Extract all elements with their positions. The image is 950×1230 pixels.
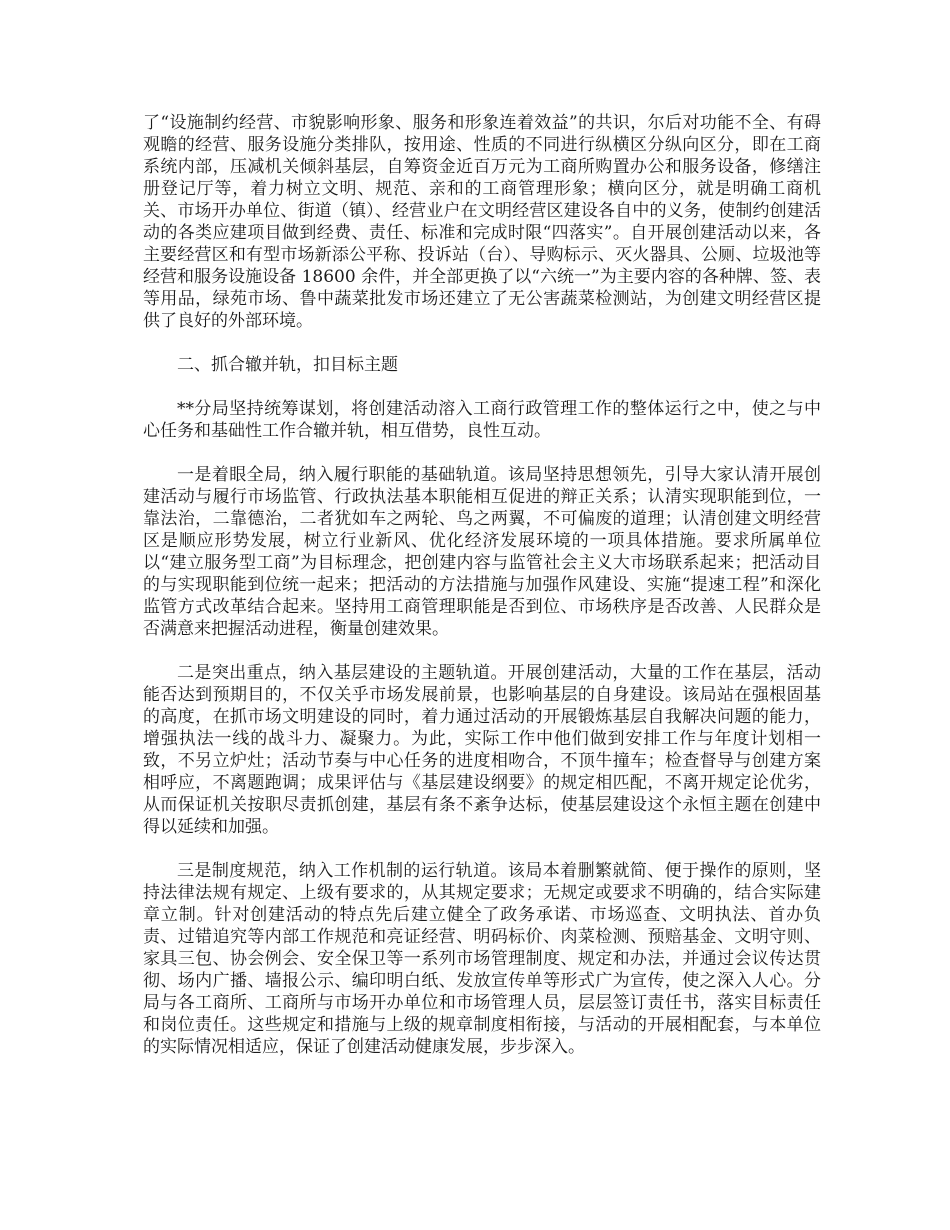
paragraph-continuation: 了“设施制约经营、市貌影响形象、服务和形象连着效益”的共识，尔后对功能不全、有碍观瞻的经营、服务设施分类排队，按用途、性质的不同进行纵横区分纵向区分，即在工商系统内部，压减机关倾斜基层，自筹资金近百万元为工商所购置办公和服务设备，修缮注册登记厅等，着力树立文明、规范、亲和的工商管理形象；横向区分，就是明确工商机关、市场开办单位、街道（镇）、经营业户在文明经营区建设各自中的义务，使制约创建活动的各类应建项目做到经费、责任、标准和完成时限“四落实”。自开展创建活动以来，各主要经营区和有型市场新添公平称、投诉站（台）、导购标示、灭火器具、公厕、垃圾池等经营和服务设施设备 18600 余件，并全部更换了以“六统一”为主要内容的各种牌、签、表等用品，绿苑市场、鲁中蔬菜批发市场还建立了无公害蔬菜检测站，为创建文明经营区提供了良好的外部环境。 <box>143 113 821 331</box>
document-body <box>143 112 821 1080</box>
paragraph-point-two: 二是突出重点，纳入基层建设的主题轨道。开展创建活动，大量的工作在基层，活动能否达到预期目的，不仅关乎市场发展前景，也影响基层的自身建设。该局站在强根固基的高度，在抓市场文明建设的同时，着力通过活动的开展锻炼基层自我解决问题的能力，增强执法一线的战斗力、凝聚力。为此，实际工作中他们做到安排工作与年度计划相一致，不另立炉灶；活动节奏与中心任务的进度相吻合，不顶牛撞车；检查督导与创建方案相呼应，不离题跑调；成果评估与《基层建设纲要》的规定相匹配，不离开规定论优劣，从而保证机关按职尽责抓创建，基层有条不紊争达标，使基层建设这个永恒主题在创建中得以延续和加强。 <box>143 663 821 837</box>
section-heading: 二、抓合辙并轨，扣目标主题 <box>177 355 398 375</box>
paragraph-intro: **分局坚持统筹谋划，将创建活动溶入工商行政管理工作的整体运行之中，使之与中心任务和基础性工作合辙并轨，相互借势，良性互动。 <box>143 399 821 441</box>
paragraph-point-three: 三是制度规范，纳入工作机制的运行轨道。该局本着删繁就简、便于操作的原则，坚持法律法规有规定、上级有要求的，从其规定要求；无规定或要求不明确的，结合实际建章立制。针对创建活动的特点先后建立健全了政务承诺、市场巡查、文明执法、首办负责、过错追究等内部工作规范和亮证经营、明码标价、肉菜检测、预赔基金、文明守则、家具三包、协会例会、安全保卫等一系列市场管理制度、规定和办法，并通过会议传达贯彻、场内广播、墙报公示、编印明白纸、发放宣传单等形式广为宣传，使之深入人心。分局与各工商所、工商所与市场开办单位和市场管理人员，层层签订责任书，落实目标责任和岗位责任。这些规定和措施与上级的规章制度相衔接，与活动的开展相配套，与本单位的实际情况相适应，保证了创建活动健康发展，步步深入。 <box>143 861 821 1057</box>
paragraph-point-one: 一是着眼全局，纳入履行职能的基础轨道。该局坚持思想领先，引导大家认清开展创建活动与履行市场监管、行政执法基本职能相互促进的辩正关系；认清实现职能到位，一靠法治，二靠德治，二者犹如车之两轮、鸟之两翼，不可偏废的道理；认清创建文明经营区是顺应形势发展，树立行业新风、优化经济发展环境的一项具体措施。要求所属单位以“建立服务型工商”为目标理念，把创建内容与监管社会主义大市场联系起来；把活动目的与实现职能到位统一起来；把活动的方法措施与加强作风建设、实施“提速工程”和深化监管方式改革结合起来。坚持用工商管理职能是否到位、市场秩序是否改善、人民群众是否满意来把握活动进程，衡量创建效果。 <box>143 465 821 639</box>
